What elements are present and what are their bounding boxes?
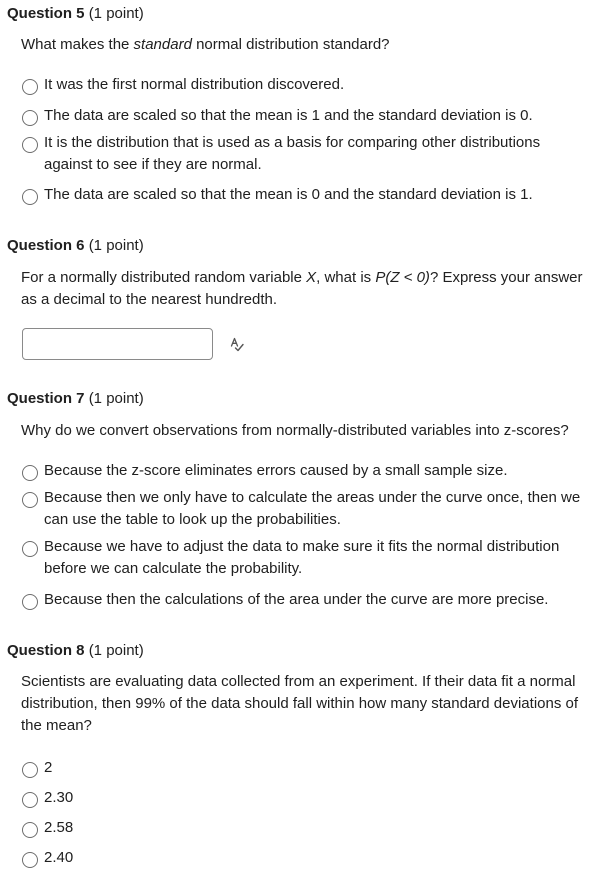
radio-button[interactable] [22,79,38,95]
question-5-option-2[interactable] [22,105,597,127]
radio-button[interactable] [22,465,38,481]
question-6-title: Question 6 [7,237,85,254]
question-8-heading [7,642,144,660]
question-5-prompt-emphasis: standard [133,36,192,53]
question-8-prompt: Scientists are evaluating data collected from an experiment. If their data fit a normal distribution, then 99% of the data should fall within how many standard deviations of the mean? [21,673,579,734]
question-6-prompt [21,267,596,311]
option-label: Because then the calculations of the area under the curve are more precise. [44,591,549,608]
answer-input[interactable] [22,328,213,360]
question-8-title: Question 8 [7,642,85,659]
question-5-heading [7,5,144,23]
option-label: 2.58 [44,819,74,836]
radio-button[interactable] [22,110,38,126]
question-5-option-3[interactable] [22,132,597,176]
option-label: It is the distribution that is used as a basis for comparing other distributions against to see if they are normal. [44,134,541,173]
spellcheck-icon[interactable] [229,336,245,352]
radio-button[interactable] [22,852,38,868]
question-8-option-3[interactable] [22,817,597,839]
option-label: The data are scaled so that the mean is 1 and the standard deviation is 0. [44,107,533,124]
radio-button[interactable] [22,762,38,778]
question-5-points: (1 point) [88,5,144,22]
question-5-title: Question 5 [7,5,85,22]
option-label: 2 [44,759,53,776]
question-6-heading [7,237,144,255]
question-7-option-3[interactable] [22,536,597,580]
radio-button[interactable] [22,189,38,205]
option-label: Because the z-score eliminates errors caused by a small sample size. [44,462,508,479]
radio-button[interactable] [22,137,38,153]
radio-button[interactable] [22,492,38,508]
question-8-option-2[interactable] [22,787,597,809]
radio-button[interactable] [22,541,38,557]
question-6-prompt-text: For a normally distributed random variable [21,269,307,286]
radio-button[interactable] [22,594,38,610]
question-7-option-1[interactable] [22,460,597,482]
question-5-option-1[interactable] [22,74,597,96]
question-6-prompt-text-end: ? Express your answer as a decimal to the nearest hundredth. [21,269,583,308]
question-6-points: (1 point) [88,237,144,254]
radio-button[interactable] [22,792,38,808]
option-label: The data are scaled so that the mean is 0 and the standard deviation is 1. [44,186,533,203]
question-8-option-1[interactable] [22,757,597,779]
option-label: It was the first normal distribution discovered. [44,76,345,93]
question-5-prompt-text: What makes the [21,36,134,53]
question-5-prompt [21,34,596,56]
question-7-heading [7,390,144,408]
question-7-option-2[interactable] [22,487,597,531]
question-5-option-4[interactable] [22,184,597,206]
option-label: 2.30 [44,789,74,806]
question-7-prompt: Why do we convert observations from normally-distributed variables into z-scores? [21,422,569,439]
question-8-option-4[interactable] [22,847,597,869]
probability-expression: P(Z < 0) [375,269,430,286]
question-7-title: Question 7 [7,390,85,407]
radio-button[interactable] [22,822,38,838]
question-5-prompt-text-end: normal distribution standard? [191,36,390,53]
option-label: Because we have to adjust the data to make sure it fits the normal distribution before we can calculate the probability. [44,538,560,577]
option-label: Because then we only have to calculate the areas under the curve once, then we can use the table to look up the probabilities. [44,489,581,528]
question-7-points: (1 point) [88,390,144,407]
option-label: 2.40 [44,849,74,866]
question-6-prompt-text-mid: , what is [316,269,376,286]
variable-x: X [306,269,317,286]
question-7-option-4[interactable] [22,589,597,611]
question-8-points: (1 point) [88,642,144,659]
